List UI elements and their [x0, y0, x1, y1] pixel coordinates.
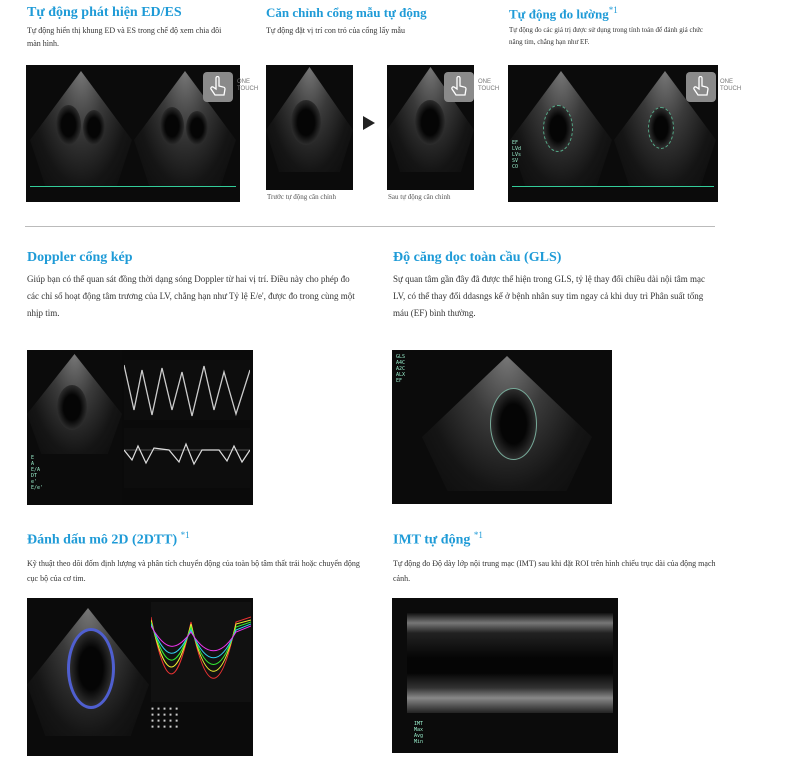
- gate-before-image: [266, 65, 353, 190]
- one-touch-button-gate[interactable]: [444, 72, 474, 102]
- imt-title: IMT tự động $^{*1}$: [393, 530, 483, 548]
- gls-title: Độ căng dọc toàn cầu (GLS): [393, 250, 562, 265]
- tracking-title: Đánh dấu mô 2D (2DTT) $^{*1}$: [27, 530, 190, 548]
- play-arrow-icon: [363, 116, 375, 130]
- tracking-image: ▪ ▪ ▪ ▪ ▪ ▪ ▪ ▪ ▪ ▪ ▪ ▪ ▪ ▪ ▪ ▪ ▪ ▪ ▪ ▪: [27, 598, 253, 756]
- dual-doppler-desc: Giúp bạn có thể quan sát đồng thời dạng sóng Doppler từ hai vị trí. Điều này cho phép đo các chỉ số hoạt động tâm trương của LV, chẳng hạn như Tỷ lệ E/e', được đo trong cùng một nhịp tim.: [27, 274, 355, 318]
- one-touch-label: ONE TOUCH: [720, 79, 742, 92]
- measure-image: EF LVd LVs SV CO: [508, 65, 718, 202]
- dual-doppler-image: E A E/A DT e' E/e': [27, 350, 253, 505]
- doppler-waveform-upper: [124, 360, 250, 420]
- one-touch-button-ed-es[interactable]: [203, 72, 233, 102]
- dual-doppler-title: Doppler cổng kép: [27, 250, 133, 265]
- hand-pointer-icon: [449, 76, 469, 98]
- hand-pointer-icon: [691, 76, 711, 98]
- one-touch-button-measure[interactable]: [686, 72, 716, 102]
- imt-desc: Tự động đo Độ dày lớp nội trung mạc (IMT) sau khi đặt ROI trên hình chiếu trục dài của động mạch cảnh.: [393, 559, 716, 583]
- gls-image: GLS A4C A2C ALX EF: [392, 350, 612, 504]
- strain-curves: [151, 602, 251, 702]
- measure-title: Tự động đo lường$^{*1}$: [509, 5, 618, 22]
- doppler-waveform-lower: [124, 428, 250, 488]
- ed-es-desc: Tự động hiển thị khung ED và ES trong chế độ xem chia đôi màn hình.: [27, 26, 222, 48]
- hand-pointer-icon: [208, 76, 228, 98]
- one-touch-label: ONE TOUCH: [478, 79, 500, 92]
- tracking-desc: Kỹ thuật theo dõi đốm định lượng và phân tích chuyển động của toàn bộ tâm thất trái hoặc chuyển động cục bộ của cơ tim.: [27, 559, 360, 583]
- gate-caption-after: Sau tự động căn chỉnh: [388, 193, 451, 201]
- measure-desc: Tự động đo các giá trị được sử dụng trong tính toán để đánh giá chức năng tim, chẳng hạn như EF.: [509, 26, 704, 46]
- one-touch-label: ONE TOUCH: [237, 79, 259, 92]
- ed-es-title: Tự động phát hiện ED/ES: [27, 5, 182, 20]
- gate-desc: Tự động đặt vị trí con trỏ của cổng lấy mẫu: [266, 26, 405, 35]
- section-divider: [25, 226, 715, 227]
- imt-image: IMT Max Avg Min: [392, 598, 618, 753]
- gate-title: Căn chỉnh cổng mẫu tự động: [266, 5, 427, 20]
- gls-desc: Sự quan tâm gần đây đã được thể hiện trong GLS, tỷ lệ thay đổi chiều dài nội tâm mạc LV, có thể thay đổi ddasngs kể ở bệnh nhân suy tim ngay cả khi duy trì Phân suất tống máu (EF) bình thường.: [393, 274, 705, 318]
- gate-caption-before: Trước tự động căn chỉnh: [267, 193, 336, 201]
